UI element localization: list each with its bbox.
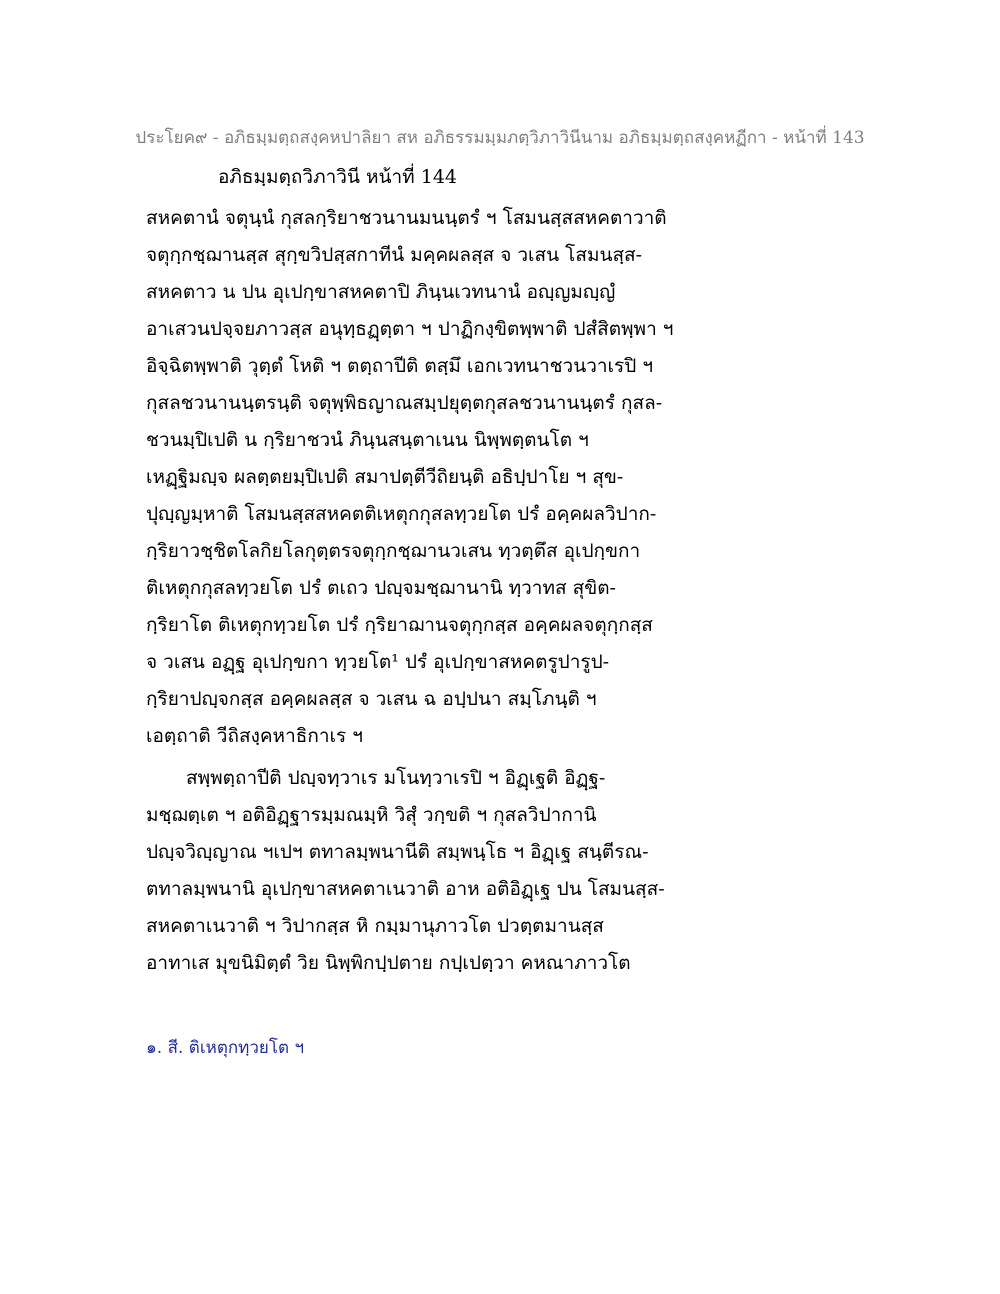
text-line: ตทาลมฺพนานิ อุเปกฺขาสหคตาเนวาติ อาห อติอิฏฺเฐ ปน โสมนสฺส- (146, 878, 665, 900)
body-text (146, 200, 706, 982)
text-line: มชฺฌตฺเต ฯ อติอิฏฺฐารมฺมณมฺหิ วิสุํ วกฺขติ ฯ กุสลวิปากานิ (146, 804, 597, 826)
text-line: สหคตาเนวาติ ฯ วิปากสฺส หิ กมฺมานุภาวโต ปวตฺตมานสฺส (146, 915, 604, 937)
text-line: เหฏฺฐิมญฺจ ผลตฺตยมฺปิเปติ สมาปตฺตีวีถิยนฺติ อธิปฺปาโย ฯ สุข- (146, 466, 624, 488)
footnote: ๑. สี. ติเหตุกทฺวยโต ฯ (146, 1038, 305, 1058)
text-line: จ วเสน อฏฺฐ อุเปกฺขกา ทฺวยโต¹ ปรํ อุเปกฺขาสหคตรูปารูป- (146, 651, 610, 673)
text-line: กุสลชวนานนฺตรนฺติ จตุพฺพิธญาณสมฺปยุตฺตกุสลชวนานนฺตรํ กุสล- (146, 392, 663, 414)
running-header: ประโยค๙ - อภิธมฺมตฺถสงฺคหปาลิยา สห อภิธรรมมฺมภตฺวิภาวินีนาม อภิธมฺมตฺถสงฺคหฏีกา - หน้าที่ 143 (135, 128, 865, 148)
text-line: เอตฺถาติ วีถิสงฺคหาธิกาเร ฯ (146, 725, 363, 747)
text-line: ปุญฺญมฺหาติ โสมนสฺสสหคตติเหตุกกุสลทฺวยโต ปรํ อคฺคผลวิปาก- (146, 503, 657, 525)
text-line: ชวนมฺปิเปติ น กฺริยาชวนํ ภินฺนสนฺตาเนน นิพฺพตฺตนโต ฯ (146, 429, 589, 451)
text-line: จตุกฺกชฺฌานสฺส สุกฺขวิปสฺสกาทีนํ มคฺคผลสฺส จ วเสน โสมนสฺส- (146, 244, 643, 266)
text-line: กฺริยาปญฺจกสฺส อคฺคผลสฺส จ วเสน ฉ อปฺปนา สมฺโภนฺติ ฯ (146, 688, 597, 710)
text-line: ติเหตุกกุสลทฺวยโต ปรํ ตเถว ปญฺจมชฺฌานานิ ทฺวาทส สุขิต- (146, 577, 616, 599)
text-line: อิจฺฉิตพฺพาติ วุตฺตํ โหติ ฯ ตตฺถาปีติ ตสฺมึ เอกเวทนาชวนวาเรปิ ฯ (146, 355, 654, 377)
text-line: ปญฺจวิญฺญาณ ฯเปฯ ตทาลมฺพนานีติ สมฺพนฺโธ ฯ อิฏฺเฐ สนฺตีรณ- (146, 841, 649, 863)
text-line: กฺริยาวชฺชิตโลกิยโลกุตฺตรจตุกฺกชฺฌานวเสน ทฺวตฺตึส อุเปกฺขกา (146, 540, 641, 562)
text-line: กฺริยาโต ติเหตุกทฺวยโต ปรํ กฺริยาฌานจตุกฺกสฺส อคฺคผลจตุกฺกสฺส (146, 614, 653, 636)
page-title: อภิธมฺมตฺถวิภาวินี หน้าที่ 144 (218, 166, 457, 188)
text-line: สหคตานํ จตุนฺนํ กุสลกฺริยาชวนานมนนฺตรํ ฯ โสมนสฺสสหคตาวาติ (146, 207, 667, 229)
text-line: สหคตาว น ปน อุเปกฺขาสหคตาปิ ภินฺนเวทนานํ อญฺญมญฺญํ (146, 281, 616, 303)
text-line: อาเสวนปจฺจยภาวสฺส อนุทฺธฏฺตฺตา ฯ ปาฏิกงฺขิตพฺพาติ ปสํสิตพฺพา ฯ (146, 318, 674, 340)
text-line: อาทาเส มุขนิมิตฺตํ วิย นิพฺพิกปฺปตาย กปฺเปตฺวา คหณาภาวโต (146, 952, 631, 974)
text-line: สพฺพตฺถาปีติ ปญฺจทฺวาเร มโนทฺวาเรปิ ฯ อิฏฺเฐติ อิฏฺฐ- (186, 767, 606, 789)
